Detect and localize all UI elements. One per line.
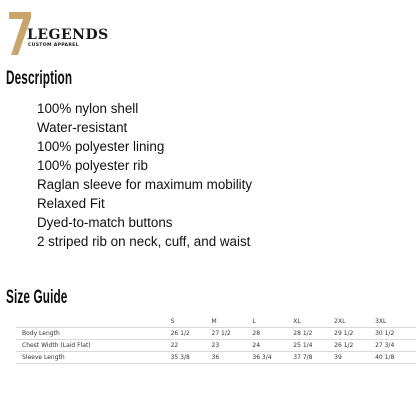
table-cell: 35 3/8 [171, 352, 212, 364]
table-cell: 29 1/2 [334, 328, 375, 340]
size-header-s: S [170, 317, 175, 325]
table-cell: 26 1/2 [171, 328, 212, 340]
size-guide-heading: Size Guide [6, 287, 68, 308]
table-row [16, 352, 416, 364]
size-guide-table [16, 315, 416, 364]
table-cell: 28 1/2 [293, 328, 334, 340]
row-label: Sleeve Length [16, 352, 171, 364]
table-cell: 36 [212, 352, 253, 364]
size-header-row [16, 315, 416, 328]
feature-item: Water-resistant [37, 120, 128, 135]
table-cell: 27 3/4 [375, 340, 416, 352]
feature-item: 100% nylon shell [37, 101, 139, 116]
table-cell: 25 1/4 [293, 340, 334, 352]
size-header-xl: XL [293, 317, 301, 325]
size-header-3xl: 3XL [375, 317, 387, 325]
feature-item: 2 striped rib on neck, cuff, and waist [37, 234, 251, 249]
table-row [16, 328, 416, 340]
table-cell: 40 1/8 [375, 352, 416, 364]
size-header-2xl: 2XL [334, 317, 346, 325]
feature-item: Raglan sleeve for maximum mobility [37, 177, 253, 192]
table-cell: 27 1/2 [212, 328, 253, 340]
table-cell: 23 [212, 340, 253, 352]
brand-logo [8, 10, 109, 58]
brand-name: LEGENDS [27, 27, 109, 43]
table-cell: 26 1/2 [334, 340, 375, 352]
description-heading: Description [6, 68, 73, 89]
feature-list [37, 99, 252, 251]
table-cell: 30 1/2 [375, 328, 416, 340]
row-label: Body Length [16, 328, 171, 340]
table-cell: 36 3/4 [252, 352, 293, 364]
table-cell: 28 [252, 328, 293, 340]
row-label: Chest Width (Laid Flat) [16, 340, 171, 352]
table-row [16, 340, 416, 352]
feature-item: Dyed-to-match buttons [37, 215, 173, 230]
table-cell: 39 [334, 352, 375, 364]
feature-item: Relaxed Fit [37, 196, 105, 211]
size-header-m: M [211, 317, 217, 325]
table-cell: 37 7/8 [293, 352, 334, 364]
feature-item: 100% polyester rib [37, 158, 148, 173]
table-cell: 22 [171, 340, 212, 352]
brand-tagline: CUSTOM APPAREL [28, 43, 79, 48]
size-header-blank [16, 315, 171, 328]
table-cell: 24 [252, 340, 293, 352]
size-header-l: L [252, 317, 256, 325]
feature-item: 100% polyester lining [37, 139, 165, 154]
